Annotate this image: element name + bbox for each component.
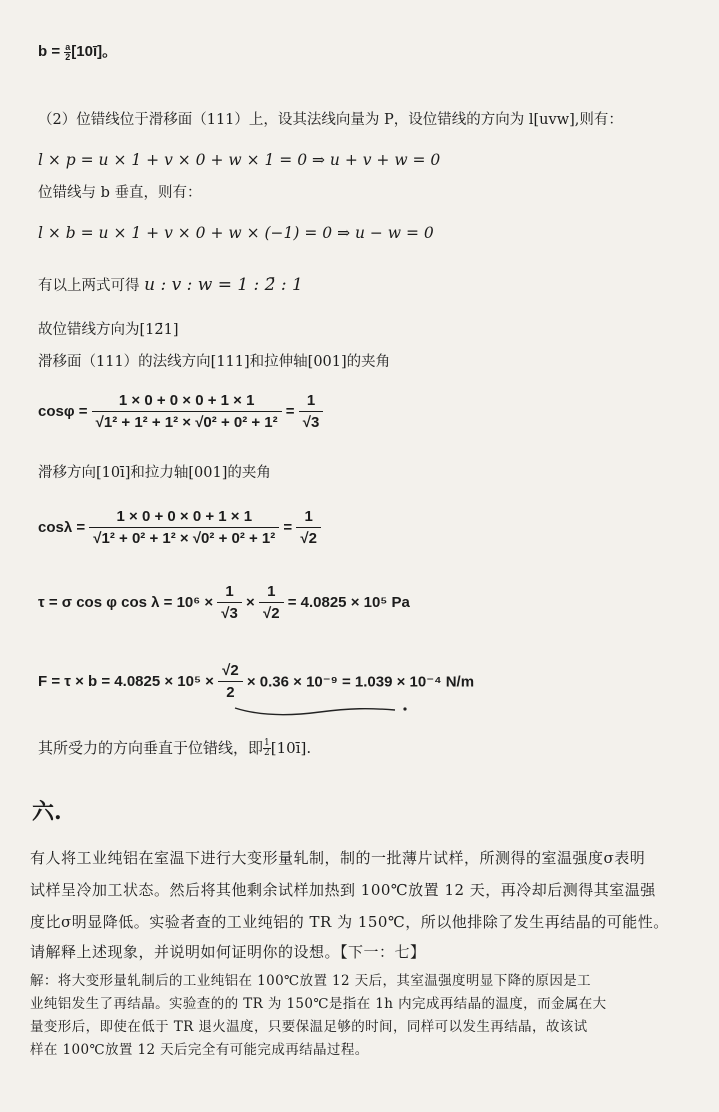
cos-phi-equation: cosφ = $\frac{1 \times 0 + 0 \times 0 + 1 \times 1}{\text{√1² + 1² + 1² × √0² + 0² + 1²}}$ = $\frac{1}{√3}$ <box>38 392 323 431</box>
tau-frac1-num: 1 <box>217 583 242 603</box>
cos-lambda-result <box>296 508 321 547</box>
cos-phi-den: √1² + 1² + 1² × √0² + 0² + 1² <box>95 414 278 431</box>
force-dir-frac-num: 1 <box>264 737 270 748</box>
perpendicular-text: 位错线与 b 垂直，则有： <box>38 185 202 201</box>
tau-times: × <box>241 594 259 611</box>
cos-phi-fraction <box>92 392 282 431</box>
cos-phi-result-num: 1 <box>299 392 324 412</box>
tau-lhs: τ = σ cos φ cos λ = 10⁶ × <box>38 594 218 611</box>
force-direction-line <box>38 737 311 758</box>
cos-lambda-den: √1² + 0² + 1² × √0² + 0² + 1² <box>93 530 276 547</box>
b-frac-den: 2 <box>65 51 71 62</box>
tau-frac1 <box>217 583 242 622</box>
cos-lambda-num: 1 × 0 + 0 × 0 + 1 × 1 <box>89 508 279 528</box>
cos-lambda-fraction <box>89 508 279 547</box>
force-fraction <box>218 662 243 701</box>
cos-lambda-lhs: cosλ = <box>38 519 90 536</box>
equation-l-cross-b: l × b = u × 1 + v × 0 + w × (−1) = 0 ⇒ u − w = 0 <box>38 224 434 242</box>
force-frac-num: √2 <box>218 662 243 682</box>
cos-lambda-equation: cosλ = $\frac{1 \times 0 + 0 \times 0 + 1 \times 1}{\text{√1² + 0² + 1² × √0² + 0² + 1²}}$ = $\frac{1}{√2}$ <box>38 508 321 547</box>
part2-intro: （2）位错线位于滑移面（111）上，设其法线向量为 P，设位错线的方向为 l[uvw],则有： <box>38 112 623 128</box>
burgers-vector-line <box>38 40 117 62</box>
tau-frac2-num: 1 <box>259 583 284 603</box>
answer-line-1: 解：将大变形量轧制后的工业纯铝在 100℃放置 12 天后，其室温强度明显下降的原因是工 <box>30 973 592 989</box>
b-direction: [10ī]。 <box>71 43 118 60</box>
tau-frac1-den: √3 <box>221 605 238 622</box>
ratio-equation: u : v : w = 1 : 2̄ : 1 <box>144 275 303 295</box>
b-frac-num: a <box>65 41 71 52</box>
force-frac-den: 2 <box>226 684 235 701</box>
cos-lambda-result-num: 1 <box>296 508 321 528</box>
dislocation-direction-text: 故位错线方向为[12̄1] <box>38 322 179 338</box>
answer-line-3: 量变形后，即使在低于 TR 退火温度，只要保温足够的时间，同样可以发生再结晶，故该试 <box>30 1019 588 1035</box>
force-dir-text-b: [10ī]. <box>270 739 312 757</box>
cos-phi-num: 1 × 0 + 0 × 0 + 1 × 1 <box>92 392 282 412</box>
handwritten-underline <box>230 700 410 720</box>
tau-frac2-den: √2 <box>262 605 280 622</box>
question-paragraph <box>30 842 695 966</box>
tau-rhs: = 4.0825 × 10⁵ Pa <box>283 594 410 611</box>
equation-l-cross-p: l × p = u × 1 + v × 0 + w × 1 = 0 ⇒ u + v + w = 0 <box>38 151 441 169</box>
question-line-4: 请解释上述现象，并说明如何证明你的设想。【下一：七】 <box>30 943 426 961</box>
force-dir-fraction <box>263 739 271 758</box>
question-line-1: 有人将工业纯铝在室温下进行大变形量轧制，制的一批薄片试样，所测得的室温强度σ表明 <box>30 849 646 867</box>
ratio-line <box>38 275 303 296</box>
cos-lambda-result-den: √2 <box>300 530 317 547</box>
section-six-heading: 六. <box>32 799 62 825</box>
question-line-2: 试样呈冷加工状态。然后将其他剩余试样加热到 100℃放置 12 天，再冷却后测得其室温强 <box>30 881 656 899</box>
tau-frac2 <box>259 583 284 622</box>
answer-line-4: 样在 100℃放置 12 天后完全有可能完成再结晶过程。 <box>30 1042 369 1058</box>
cos-phi-result-den: √3 <box>302 414 320 431</box>
b-eq-lhs: b = <box>38 43 65 60</box>
answer-line-2: 业纯铝发生了再结晶。实验查的的 TR 为 150℃是指在 1h 内完成再结晶的温度，而金属在大 <box>30 996 607 1012</box>
angle2-text: 滑移方向[10ī]和拉力轴[001]的夹角 <box>38 465 271 481</box>
force-equation <box>38 662 474 701</box>
answer-paragraph <box>30 970 695 1062</box>
question-line-3: 度比σ明显降低。实验者查的工业纯铝的 TR 为 150℃，所以他排除了发生再结晶的可能性。 <box>30 913 669 931</box>
force-lhs: F = τ × b = 4.0825 × 10⁵ × <box>38 673 219 690</box>
angle1-text: 滑移面（111）的法线方向[111]和拉伸轴[001]的夹角 <box>38 354 391 370</box>
force-rhs: × 0.36 × 10⁻⁹ = 1.039 × 10⁻⁴ N/m <box>242 673 475 691</box>
force-dir-frac-den: 2 <box>264 747 270 758</box>
cos-phi-result <box>299 392 324 431</box>
cos-phi-lhs: cosφ = <box>38 403 92 420</box>
force-dir-text-a: 其所受力的方向垂直于位错线，即 <box>38 739 264 757</box>
ratio-text: 有以上两式可得 <box>38 278 140 294</box>
tau-equation <box>38 583 410 622</box>
